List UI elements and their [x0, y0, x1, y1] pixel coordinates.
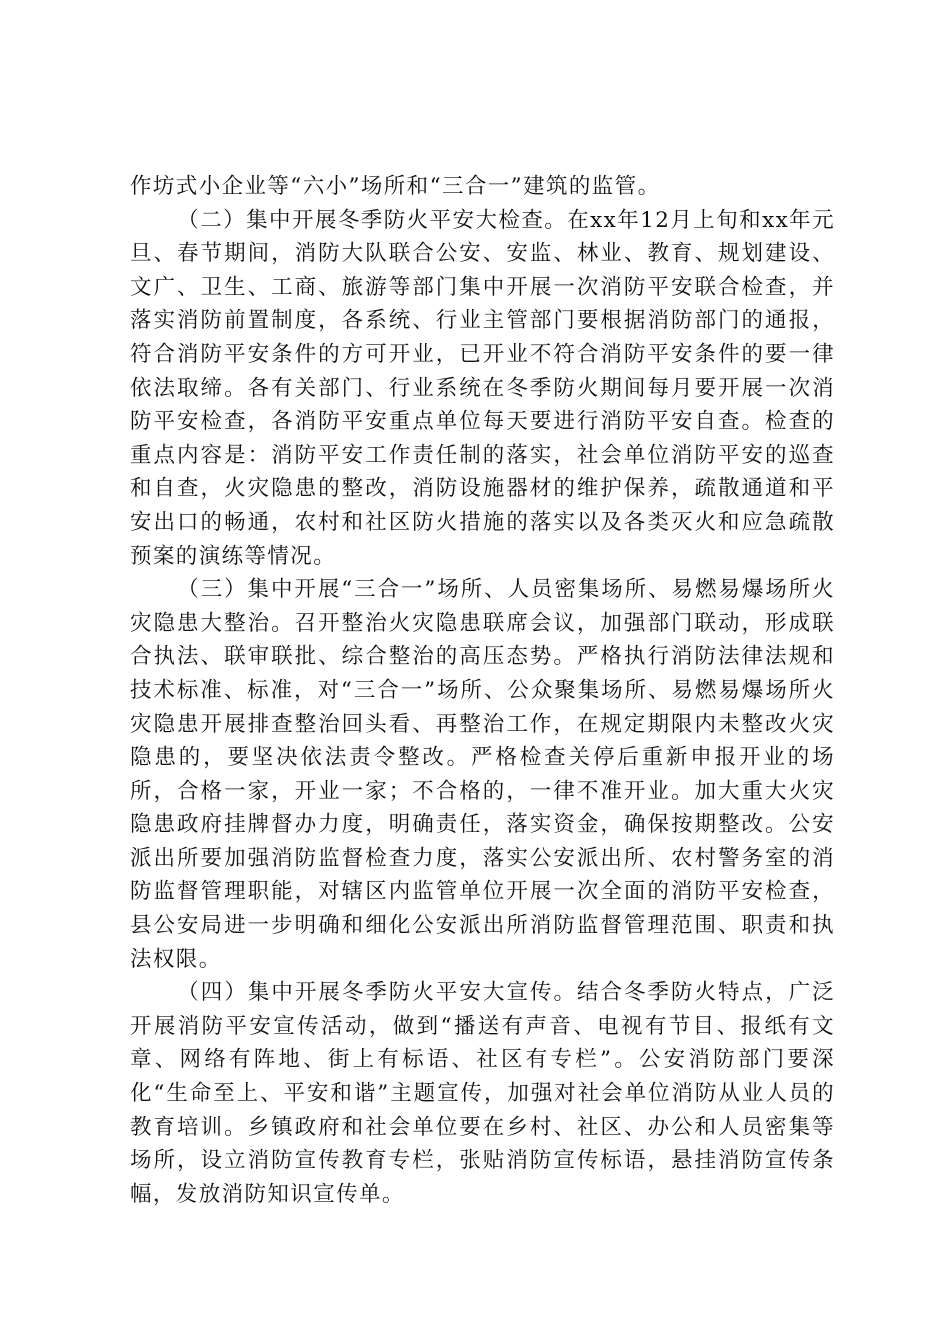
document-page: [130, 170, 835, 1211]
paragraph-section-4: （四）集中开展冬季防火平安大宣传。结合冬季防火特点，广泛开展消防平安宣传活动，做到“播送有声音、电视有节目、报纸有文章、网络有阵地、街上有标语、社区有专栏”。公安消防部门要深化“生命至上、平安和谐”主题宣传，加强对社会单位消防从业人员的教育培训。乡镇政府和社会单位要在乡村、社区、办公和人员密集等场所，设立消防宣传教育专栏，张贴消防宣传标语，悬挂消防宣传条幅，发放消防知识宣传单。: [130, 980, 835, 1207]
paragraph-continuation: 作坊式小企业等“六小”场所和“三合一”建筑的监管。: [130, 174, 661, 199]
paragraph-section-2: （二）集中开展冬季防火平安大检查。在xx年12月上旬和xx年元旦、春节期间，消防大队联合公安、安监、林业、教育、规划建设、文广、卫生、工商、旅游等部门集中开展一次消防平安联合检查，并落实消防前置制度，各系统、行业主管部门要根据消防部门的通报，符合消防平安条件的方可开业，已开业不符合消防平安条件的要一律依法取缔。各有关部门、行业系统在冬季防火期间每月要开展一次消防平安检查，各消防平安重点单位每天要进行消防平安自查。检查的重点内容是：消防平安工作责任制的落实，社会单位消防平安的巡查和自查，火灾隐患的整改，消防设施器材的维护保养，疏散通道和平安出口的畅通，农村和社区防火措施的落实以及各类灭火和应急疏散预案的演练等情况。: [130, 207, 835, 569]
paragraph-section-3: （三）集中开展“三合一”场所、人员密集场所、易燃易爆场所火灾隐患大整治。召开整治火灾隐患联席会议，加强部门联动，形成联合执法、联审联批、综合整治的高压态势。严格执行消防法律法规和技术标准、标准，对“三合一”场所、公众聚集场所、易燃易爆场所火灾隐患开展排查整治回头看、再整治工作，在规定期限内未整改火灾隐患的，要坚决依法责令整改。严格检查关停后重新申报开业的场所，合格一家，开业一家；不合格的，一律不准开业。加大重大火灾隐患政府挂牌督办力度，明确责任，落实资金，确保按期整改。公安派出所要加强消防监督检查力度，落实公安派出所、农村警务室的消防监督管理职能，对辖区内监管单位开展一次全面的消防平安检查，县公安局进一步明确和细化公安派出所消防监督管理范围、职责和执法权限。: [130, 577, 835, 972]
